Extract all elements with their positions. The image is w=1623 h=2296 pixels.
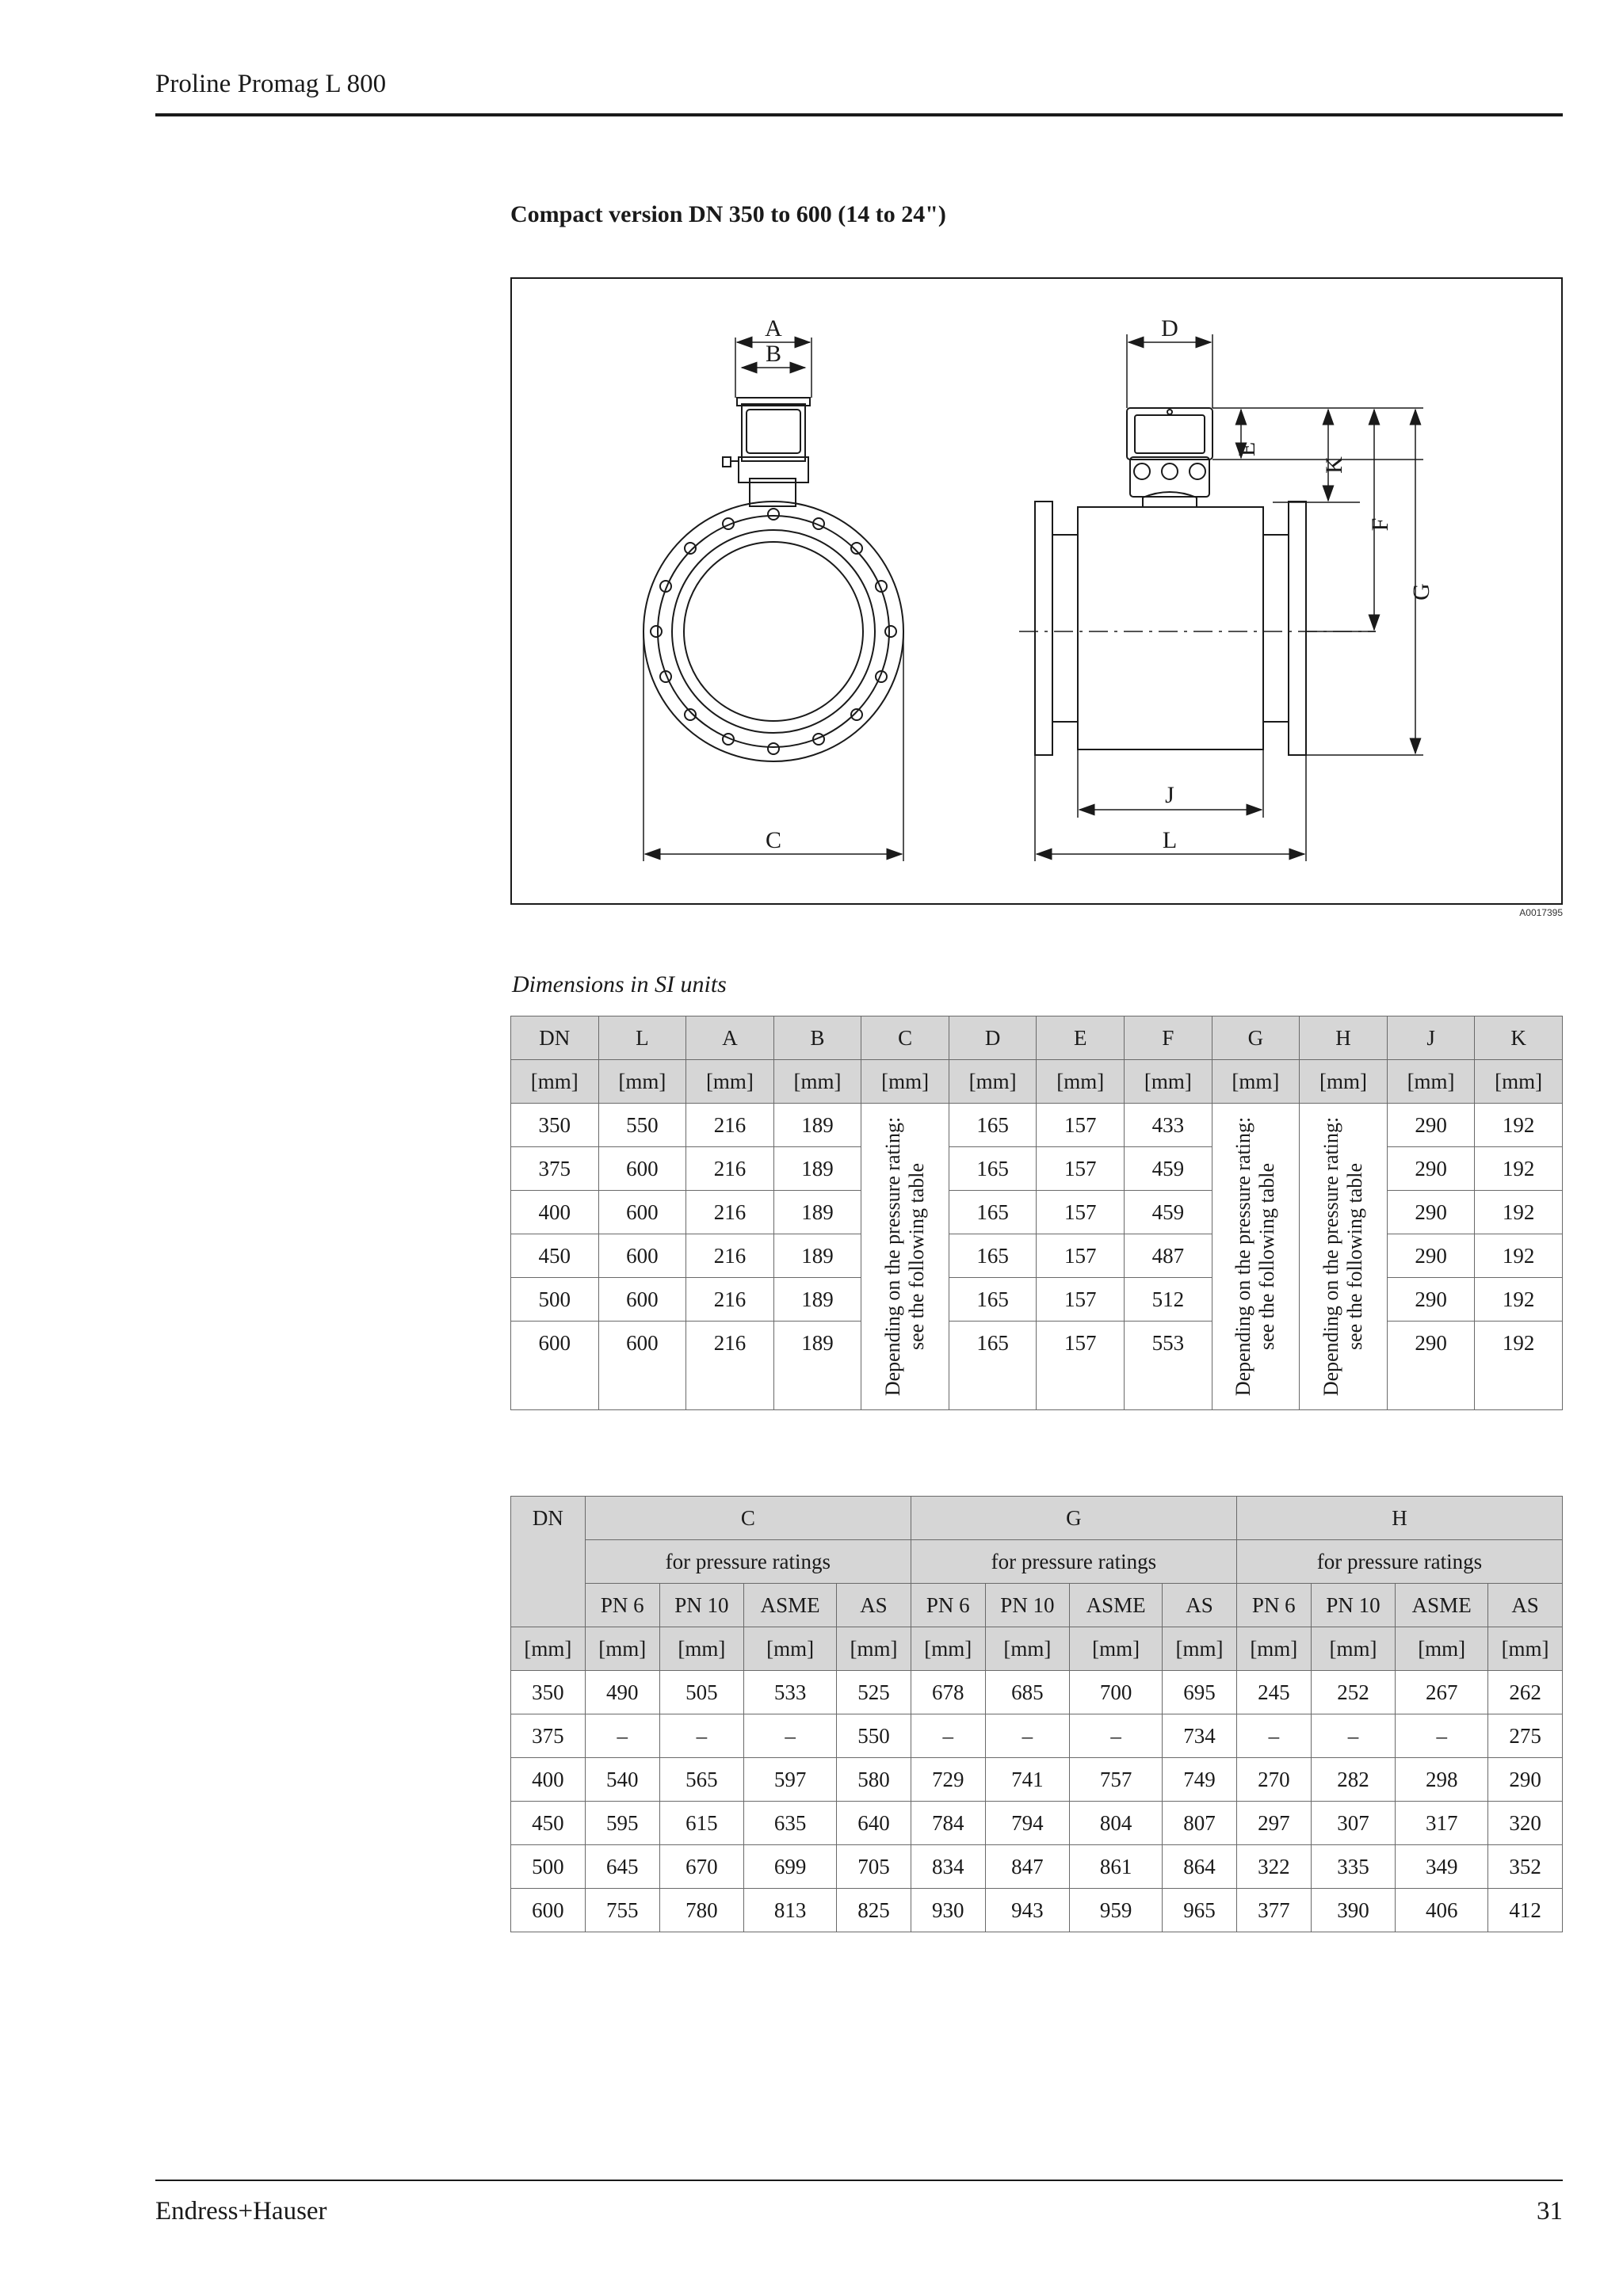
cell: 165: [949, 1278, 1037, 1322]
cell: 864: [1163, 1845, 1237, 1889]
unit-header: [mm]: [1387, 1060, 1475, 1104]
label-e: E: [1234, 441, 1260, 457]
col-header: F: [1125, 1016, 1212, 1060]
cell: 813: [744, 1889, 837, 1932]
cell: 678: [911, 1671, 985, 1714]
rating-header: PN 10: [1311, 1584, 1396, 1627]
cell: 500: [511, 1278, 599, 1322]
col-header: G: [1212, 1016, 1300, 1060]
cell: 757: [1070, 1758, 1163, 1802]
h-pressure-note: [1300, 1104, 1388, 1410]
figure-id: A0017395: [1519, 907, 1563, 918]
group-h-subtitle: for pressure ratings: [1236, 1540, 1562, 1584]
cell: 807: [1163, 1802, 1237, 1845]
cell: 165: [949, 1322, 1037, 1410]
page-number: 31: [1537, 2197, 1563, 2225]
cell: 216: [686, 1147, 774, 1191]
cell: 741: [985, 1758, 1070, 1802]
cell: 755: [585, 1889, 659, 1932]
cell: 550: [598, 1104, 686, 1147]
cell: 165: [949, 1191, 1037, 1234]
dimensions-table: [510, 1016, 1563, 1410]
col-header: E: [1037, 1016, 1125, 1060]
table-row: [511, 1845, 1563, 1889]
col-header: C: [861, 1016, 949, 1060]
cell: 595: [585, 1802, 659, 1845]
cell: 192: [1475, 1278, 1563, 1322]
cell: 600: [598, 1322, 686, 1410]
cell: 729: [911, 1758, 985, 1802]
cell: 290: [1387, 1147, 1475, 1191]
cell: 550: [837, 1714, 911, 1758]
table-row: [511, 1322, 1563, 1410]
cell: 335: [1311, 1845, 1396, 1889]
cell: 290: [1387, 1191, 1475, 1234]
label-a: A: [765, 315, 782, 341]
cell: 512: [1125, 1278, 1212, 1322]
pressure-rating-rows: [511, 1671, 1563, 1932]
cell: 245: [1236, 1671, 1311, 1714]
cell: 216: [686, 1191, 774, 1234]
cell: 322: [1236, 1845, 1311, 1889]
rating-header: PN 6: [911, 1584, 985, 1627]
label-b: B: [765, 341, 782, 367]
note-line-2: see the following table: [1255, 1162, 1279, 1351]
cell: 600: [511, 1889, 586, 1932]
col-header: J: [1387, 1016, 1475, 1060]
cell: 597: [744, 1758, 837, 1802]
group-header-row: [511, 1497, 1563, 1540]
table-header-row: [511, 1016, 1563, 1060]
cell: 635: [744, 1802, 837, 1845]
col-header: H: [1300, 1016, 1388, 1060]
rating-header: PN 10: [985, 1584, 1070, 1627]
cell: 375: [511, 1147, 599, 1191]
unit-header: [mm]: [1037, 1060, 1125, 1104]
group-subtitle-row: [511, 1540, 1563, 1584]
cell: 275: [1488, 1714, 1563, 1758]
cell: 349: [1396, 1845, 1488, 1889]
unit-header: [mm]: [985, 1627, 1070, 1671]
cell: 165: [949, 1234, 1037, 1278]
cell: –: [744, 1714, 837, 1758]
unit-header: [mm]: [773, 1060, 861, 1104]
footer-brand: Endress+Hauser: [155, 2197, 327, 2225]
cell: 216: [686, 1278, 774, 1322]
col-header: D: [949, 1016, 1037, 1060]
cell: 262: [1488, 1671, 1563, 1714]
cell: 350: [511, 1671, 586, 1714]
cell: 157: [1037, 1278, 1125, 1322]
cell: 640: [837, 1802, 911, 1845]
group-h-header: H: [1236, 1497, 1562, 1540]
rating-header: AS: [1488, 1584, 1563, 1627]
cell: 157: [1037, 1104, 1125, 1147]
unit-header: [mm]: [911, 1627, 985, 1671]
table-row: [511, 1191, 1563, 1234]
cell: 297: [1236, 1802, 1311, 1845]
cell: 695: [1163, 1671, 1237, 1714]
cell: –: [659, 1714, 744, 1758]
rating-header: AS: [837, 1584, 911, 1627]
note-line-1: Depending on the pressure rating:: [1232, 1116, 1255, 1397]
label-f: F: [1367, 517, 1393, 532]
cell: 433: [1125, 1104, 1212, 1147]
cell: 804: [1070, 1802, 1163, 1845]
cell: 270: [1236, 1758, 1311, 1802]
unit-header: [mm]: [861, 1060, 949, 1104]
label-l: L: [1162, 827, 1178, 853]
cell: 794: [985, 1802, 1070, 1845]
unit-header: [mm]: [1212, 1060, 1300, 1104]
cell: 505: [659, 1671, 744, 1714]
cell: 157: [1037, 1191, 1125, 1234]
table-caption: Dimensions in SI units: [512, 971, 727, 997]
cell: 192: [1475, 1191, 1563, 1234]
cell: 734: [1163, 1714, 1237, 1758]
cell: 930: [911, 1889, 985, 1932]
col-header: K: [1475, 1016, 1563, 1060]
table-row: [511, 1758, 1563, 1802]
cell: 500: [511, 1845, 586, 1889]
cell: 252: [1311, 1671, 1396, 1714]
cell: 459: [1125, 1147, 1212, 1191]
cell: 298: [1396, 1758, 1488, 1802]
rating-header: ASME: [1396, 1584, 1488, 1627]
label-k: K: [1321, 456, 1347, 474]
cell: 157: [1037, 1234, 1125, 1278]
unit-header: [mm]: [1070, 1627, 1163, 1671]
unit-header: [mm]: [949, 1060, 1037, 1104]
cell: 290: [1387, 1278, 1475, 1322]
cell: 320: [1488, 1802, 1563, 1845]
cell: 290: [1387, 1234, 1475, 1278]
label-d: D: [1161, 315, 1178, 341]
cell: 540: [585, 1758, 659, 1802]
footer-rule: [155, 2180, 1563, 2181]
unit-header: [mm]: [1488, 1627, 1563, 1671]
cell: 699: [744, 1845, 837, 1889]
cell: 165: [949, 1104, 1037, 1147]
unit-header: [mm]: [1163, 1627, 1237, 1671]
cell: 450: [511, 1234, 599, 1278]
cell: 834: [911, 1845, 985, 1889]
cell: –: [1311, 1714, 1396, 1758]
rating-header: ASME: [744, 1584, 837, 1627]
cell: 216: [686, 1322, 774, 1410]
unit-header: [mm]: [511, 1627, 586, 1671]
table-row: [511, 1802, 1563, 1845]
cell: 412: [1488, 1889, 1563, 1932]
cell: 189: [773, 1234, 861, 1278]
cell: 565: [659, 1758, 744, 1802]
section-title: Compact version DN 350 to 600 (14 to 24"): [510, 201, 946, 227]
cell: 406: [1396, 1889, 1488, 1932]
cell: 965: [1163, 1889, 1237, 1932]
unit-header: [mm]: [1300, 1060, 1388, 1104]
cell: –: [985, 1714, 1070, 1758]
unit-header: [mm]: [659, 1627, 744, 1671]
table-row: [511, 1889, 1563, 1932]
unit-row: [511, 1627, 1563, 1671]
cell: 825: [837, 1889, 911, 1932]
col-header: L: [598, 1016, 686, 1060]
note-line-2: see the following table: [1342, 1162, 1366, 1351]
header-rule: [155, 113, 1563, 116]
front-view-transmitter: [723, 398, 810, 506]
label-c: C: [765, 827, 782, 853]
cell: 580: [837, 1758, 911, 1802]
cell: 525: [837, 1671, 911, 1714]
col-header: B: [773, 1016, 861, 1060]
cell: 192: [1475, 1104, 1563, 1147]
cell: 390: [1311, 1889, 1396, 1932]
cell: 216: [686, 1104, 774, 1147]
table-row: [511, 1147, 1563, 1191]
group-c-subtitle: for pressure ratings: [585, 1540, 911, 1584]
cell: 189: [773, 1322, 861, 1410]
unit-header: [mm]: [1311, 1627, 1396, 1671]
cell: 216: [686, 1234, 774, 1278]
cell: 784: [911, 1802, 985, 1845]
cell: 847: [985, 1845, 1070, 1889]
dimension-drawing: [510, 277, 1563, 905]
unit-header: [mm]: [1396, 1627, 1488, 1671]
rating-header: PN 6: [585, 1584, 659, 1627]
rating-header: PN 6: [1236, 1584, 1311, 1627]
cell: 307: [1311, 1802, 1396, 1845]
cell: 700: [1070, 1671, 1163, 1714]
cell: 600: [598, 1147, 686, 1191]
cell: 780: [659, 1889, 744, 1932]
cell: 267: [1396, 1671, 1488, 1714]
unit-header: [mm]: [744, 1627, 837, 1671]
pressure-rating-table: [510, 1496, 1563, 1932]
cell: 192: [1475, 1147, 1563, 1191]
table-row: [511, 1278, 1563, 1322]
cell: 645: [585, 1845, 659, 1889]
cell: 157: [1037, 1147, 1125, 1191]
cell: 400: [511, 1191, 599, 1234]
cell: 350: [511, 1104, 599, 1147]
note-line-1: Depending on the pressure rating:: [1319, 1116, 1342, 1397]
group-g-header: G: [911, 1497, 1236, 1540]
cell: 490: [585, 1671, 659, 1714]
cell: 553: [1125, 1322, 1212, 1410]
unit-header: [mm]: [1236, 1627, 1311, 1671]
cell: 943: [985, 1889, 1070, 1932]
cell: 600: [598, 1278, 686, 1322]
note-line-2: see the following table: [905, 1162, 929, 1351]
col-header: DN: [511, 1016, 599, 1060]
dn-header: DN: [511, 1497, 586, 1627]
rating-header: ASME: [1070, 1584, 1163, 1627]
cell: 157: [1037, 1322, 1125, 1410]
cell: 450: [511, 1802, 586, 1845]
note-line-1: Depending on the pressure rating:: [881, 1116, 905, 1397]
table-row: [511, 1671, 1563, 1714]
cell: 290: [1387, 1322, 1475, 1410]
cell: 189: [773, 1104, 861, 1147]
cell: 685: [985, 1671, 1070, 1714]
cell: 705: [837, 1845, 911, 1889]
cell: 400: [511, 1758, 586, 1802]
table-row: [511, 1234, 1563, 1278]
unit-header: [mm]: [837, 1627, 911, 1671]
cell: 352: [1488, 1845, 1563, 1889]
cell: 600: [511, 1322, 599, 1410]
table-row: [511, 1104, 1563, 1147]
cell: –: [1396, 1714, 1488, 1758]
cell: 317: [1396, 1802, 1488, 1845]
cell: 861: [1070, 1845, 1163, 1889]
cell: –: [1070, 1714, 1163, 1758]
rating-header: PN 10: [659, 1584, 744, 1627]
cell: 670: [659, 1845, 744, 1889]
cell: 189: [773, 1191, 861, 1234]
cell: 290: [1387, 1104, 1475, 1147]
unit-header: [mm]: [686, 1060, 774, 1104]
cell: 459: [1125, 1191, 1212, 1234]
rating-header: AS: [1163, 1584, 1237, 1627]
cell: 615: [659, 1802, 744, 1845]
cell: –: [911, 1714, 985, 1758]
unit-header: [mm]: [585, 1627, 659, 1671]
cell: 282: [1311, 1758, 1396, 1802]
label-j: J: [1165, 782, 1174, 808]
cell: 189: [773, 1147, 861, 1191]
group-g-subtitle: for pressure ratings: [911, 1540, 1236, 1584]
unit-header: [mm]: [1125, 1060, 1212, 1104]
c-pressure-note: [861, 1104, 949, 1410]
cell: 749: [1163, 1758, 1237, 1802]
cell: 487: [1125, 1234, 1212, 1278]
document-header-title: Proline Promag L 800: [155, 70, 387, 98]
cell: 533: [744, 1671, 837, 1714]
cell: 375: [511, 1714, 586, 1758]
front-view-bolt-holes: [651, 509, 896, 754]
table-unit-row: [511, 1060, 1563, 1104]
unit-header: [mm]: [1475, 1060, 1563, 1104]
cell: 600: [598, 1191, 686, 1234]
cell: 377: [1236, 1889, 1311, 1932]
cell: –: [585, 1714, 659, 1758]
cell: 290: [1488, 1758, 1563, 1802]
cell: 165: [949, 1147, 1037, 1191]
col-header: A: [686, 1016, 774, 1060]
cell: 192: [1475, 1234, 1563, 1278]
cell: 959: [1070, 1889, 1163, 1932]
group-c-header: C: [585, 1497, 911, 1540]
cell: 192: [1475, 1322, 1563, 1410]
rating-row: [511, 1584, 1563, 1627]
unit-header: [mm]: [598, 1060, 686, 1104]
cell: 189: [773, 1278, 861, 1322]
unit-header: [mm]: [511, 1060, 599, 1104]
cell: –: [1236, 1714, 1311, 1758]
label-g: G: [1408, 583, 1434, 601]
table-row: [511, 1714, 1563, 1758]
front-view-flange: [643, 502, 903, 761]
cell: 600: [598, 1234, 686, 1278]
g-pressure-note: [1212, 1104, 1300, 1410]
